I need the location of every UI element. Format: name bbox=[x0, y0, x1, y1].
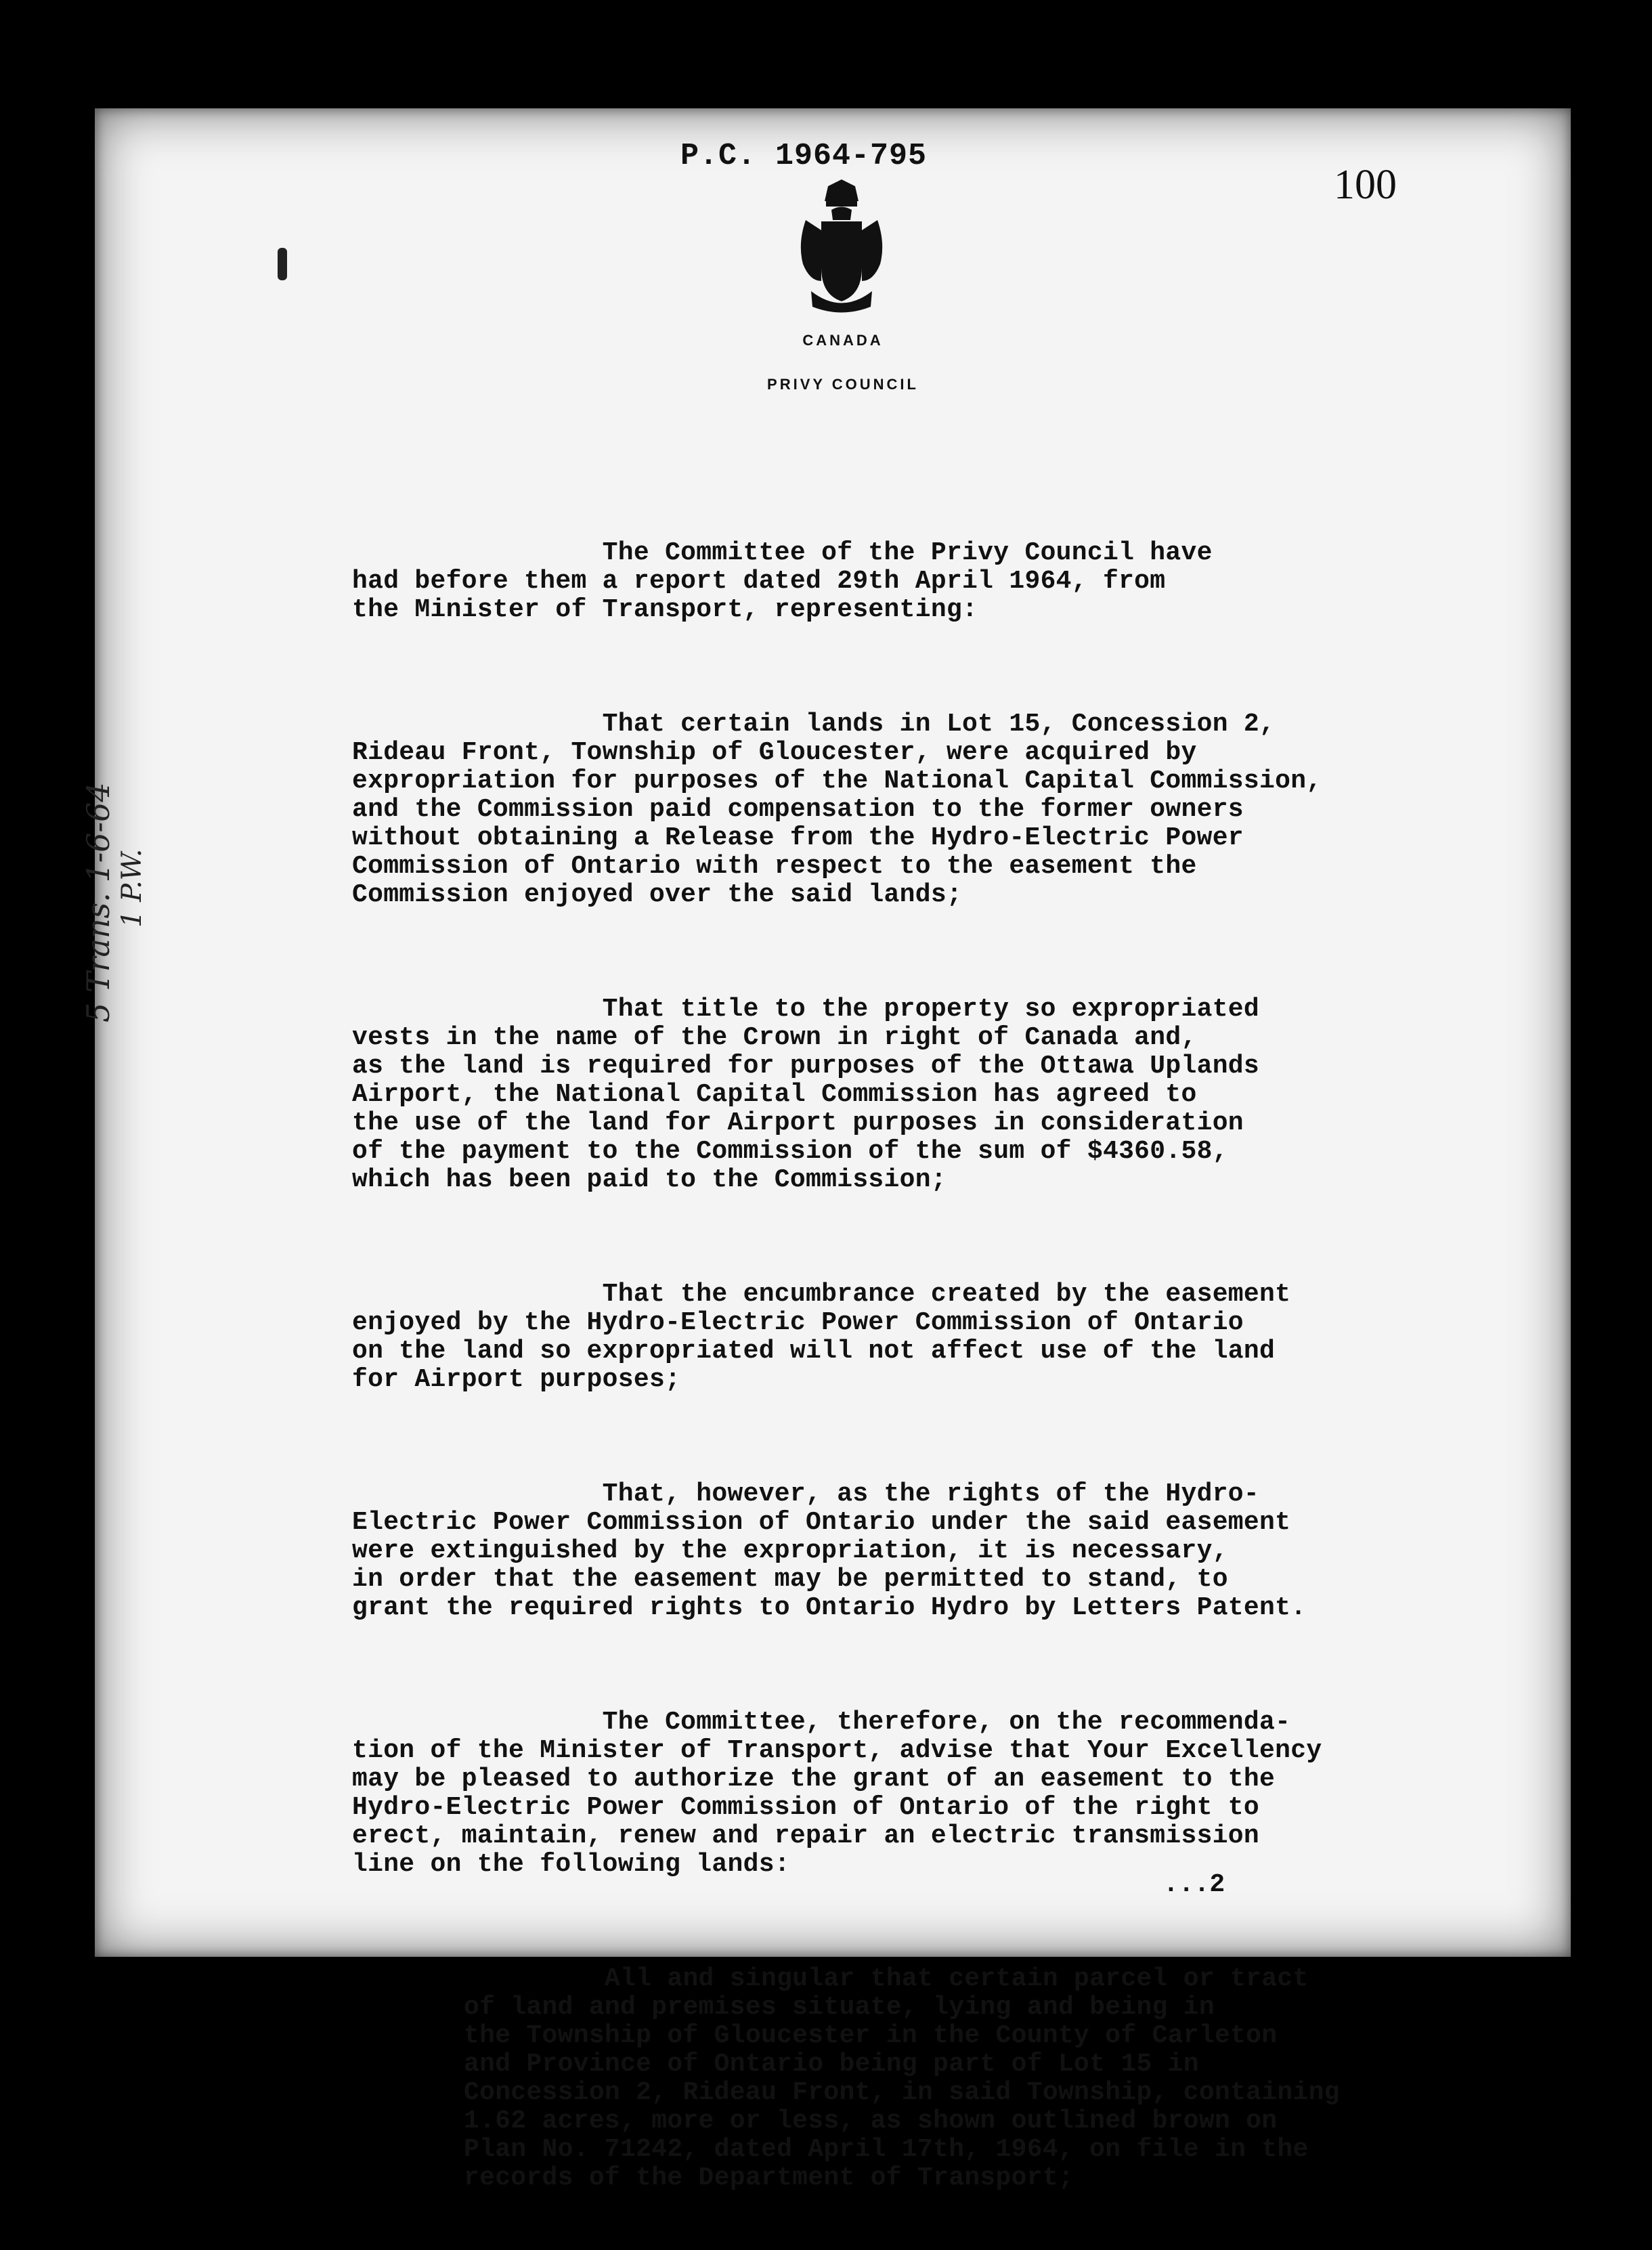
paragraph-title-vests: That title to the property so expropriated vests in the name of the Crown in right of Canada and, as the land is required for purposes of the Ottawa Uplands Airport, the National Capital Commission has agreed to the use of the land for Airport purposes in consideration of the payment to the Commission of the sum of $4360.58, which has been paid to the Commission; bbox=[352, 995, 1260, 1194]
punch-mark bbox=[278, 248, 287, 280]
continuation-marker: ...2 bbox=[1163, 1870, 1225, 1899]
heading-canada: CANADA bbox=[802, 332, 884, 349]
coat-of-arms-icon bbox=[791, 179, 892, 315]
paragraph-lands-acquired: That certain lands in Lot 15, Concession 2, Rideau Front, Township of Gloucester, were acquired by expropriation for purposes of the National Capital Commission, and the Commission paid compensation to the former owners without obtaining a Release from the Hydro-Electric Power Commission of Ontario with respect to the easement the Commission enjoyed over the said lands; bbox=[352, 710, 1322, 909]
margin-note-pw: 1 P.W. bbox=[116, 848, 148, 928]
heading-privy-council: PRIVY COUNCIL bbox=[767, 376, 919, 393]
order-body bbox=[352, 482, 1422, 2250]
paragraph-rights-extinguished: That, however, as the rights of the Hydro- Electric Power Commission of Ontario under the said easement were extinguished by the expropriation, it is necessary, in order that the easement may be permitted to stand, to grant the required rights to Ontario Hydro by Letters Patent. bbox=[352, 1479, 1307, 1622]
paragraph-encumbrance: That the encumbrance created by the easement enjoyed by the Hydro-Electric Power Commission of Ontario on the land so expropriated will not affect use of the land for Airport purposes; bbox=[352, 1280, 1291, 1394]
order-reference: P.C. 1964-795 bbox=[680, 139, 928, 173]
paragraph-intro: The Committee of the Privy Council have had before them a report dated 29th April 1964, from the Minister of Transport, representing: bbox=[352, 538, 1213, 624]
paragraph-recommendation: The Committee, therefore, on the recommenda- tion of the Minister of Transport, advise that Your Excellency may be pleased to authorize the grant of an easement to the Hydro-Electric Power Commission of Ontario of the right to erect, maintain, renew and repair an electric transmission line on the following lands: bbox=[352, 1708, 1322, 1879]
page-number: 100 bbox=[1334, 162, 1397, 208]
margin-note-transport: 5 Trans. 1-6-64 bbox=[80, 782, 116, 1022]
paragraph-land-description: All and singular that certain parcel or tract of land and premises situate, lying and being in the Township of Gloucester in the County of Carleton and Province of Ontario being part of Lot 15 in Concession 2, Rideau Front, in said Township, containing 1.62 acres, more or less, as shown outlined brown on Plan No. 71242, dated April 17th, 1964, on file in the records of the Department of Transport; bbox=[464, 1964, 1340, 2192]
handwritten-margin-note bbox=[81, 782, 149, 1022]
